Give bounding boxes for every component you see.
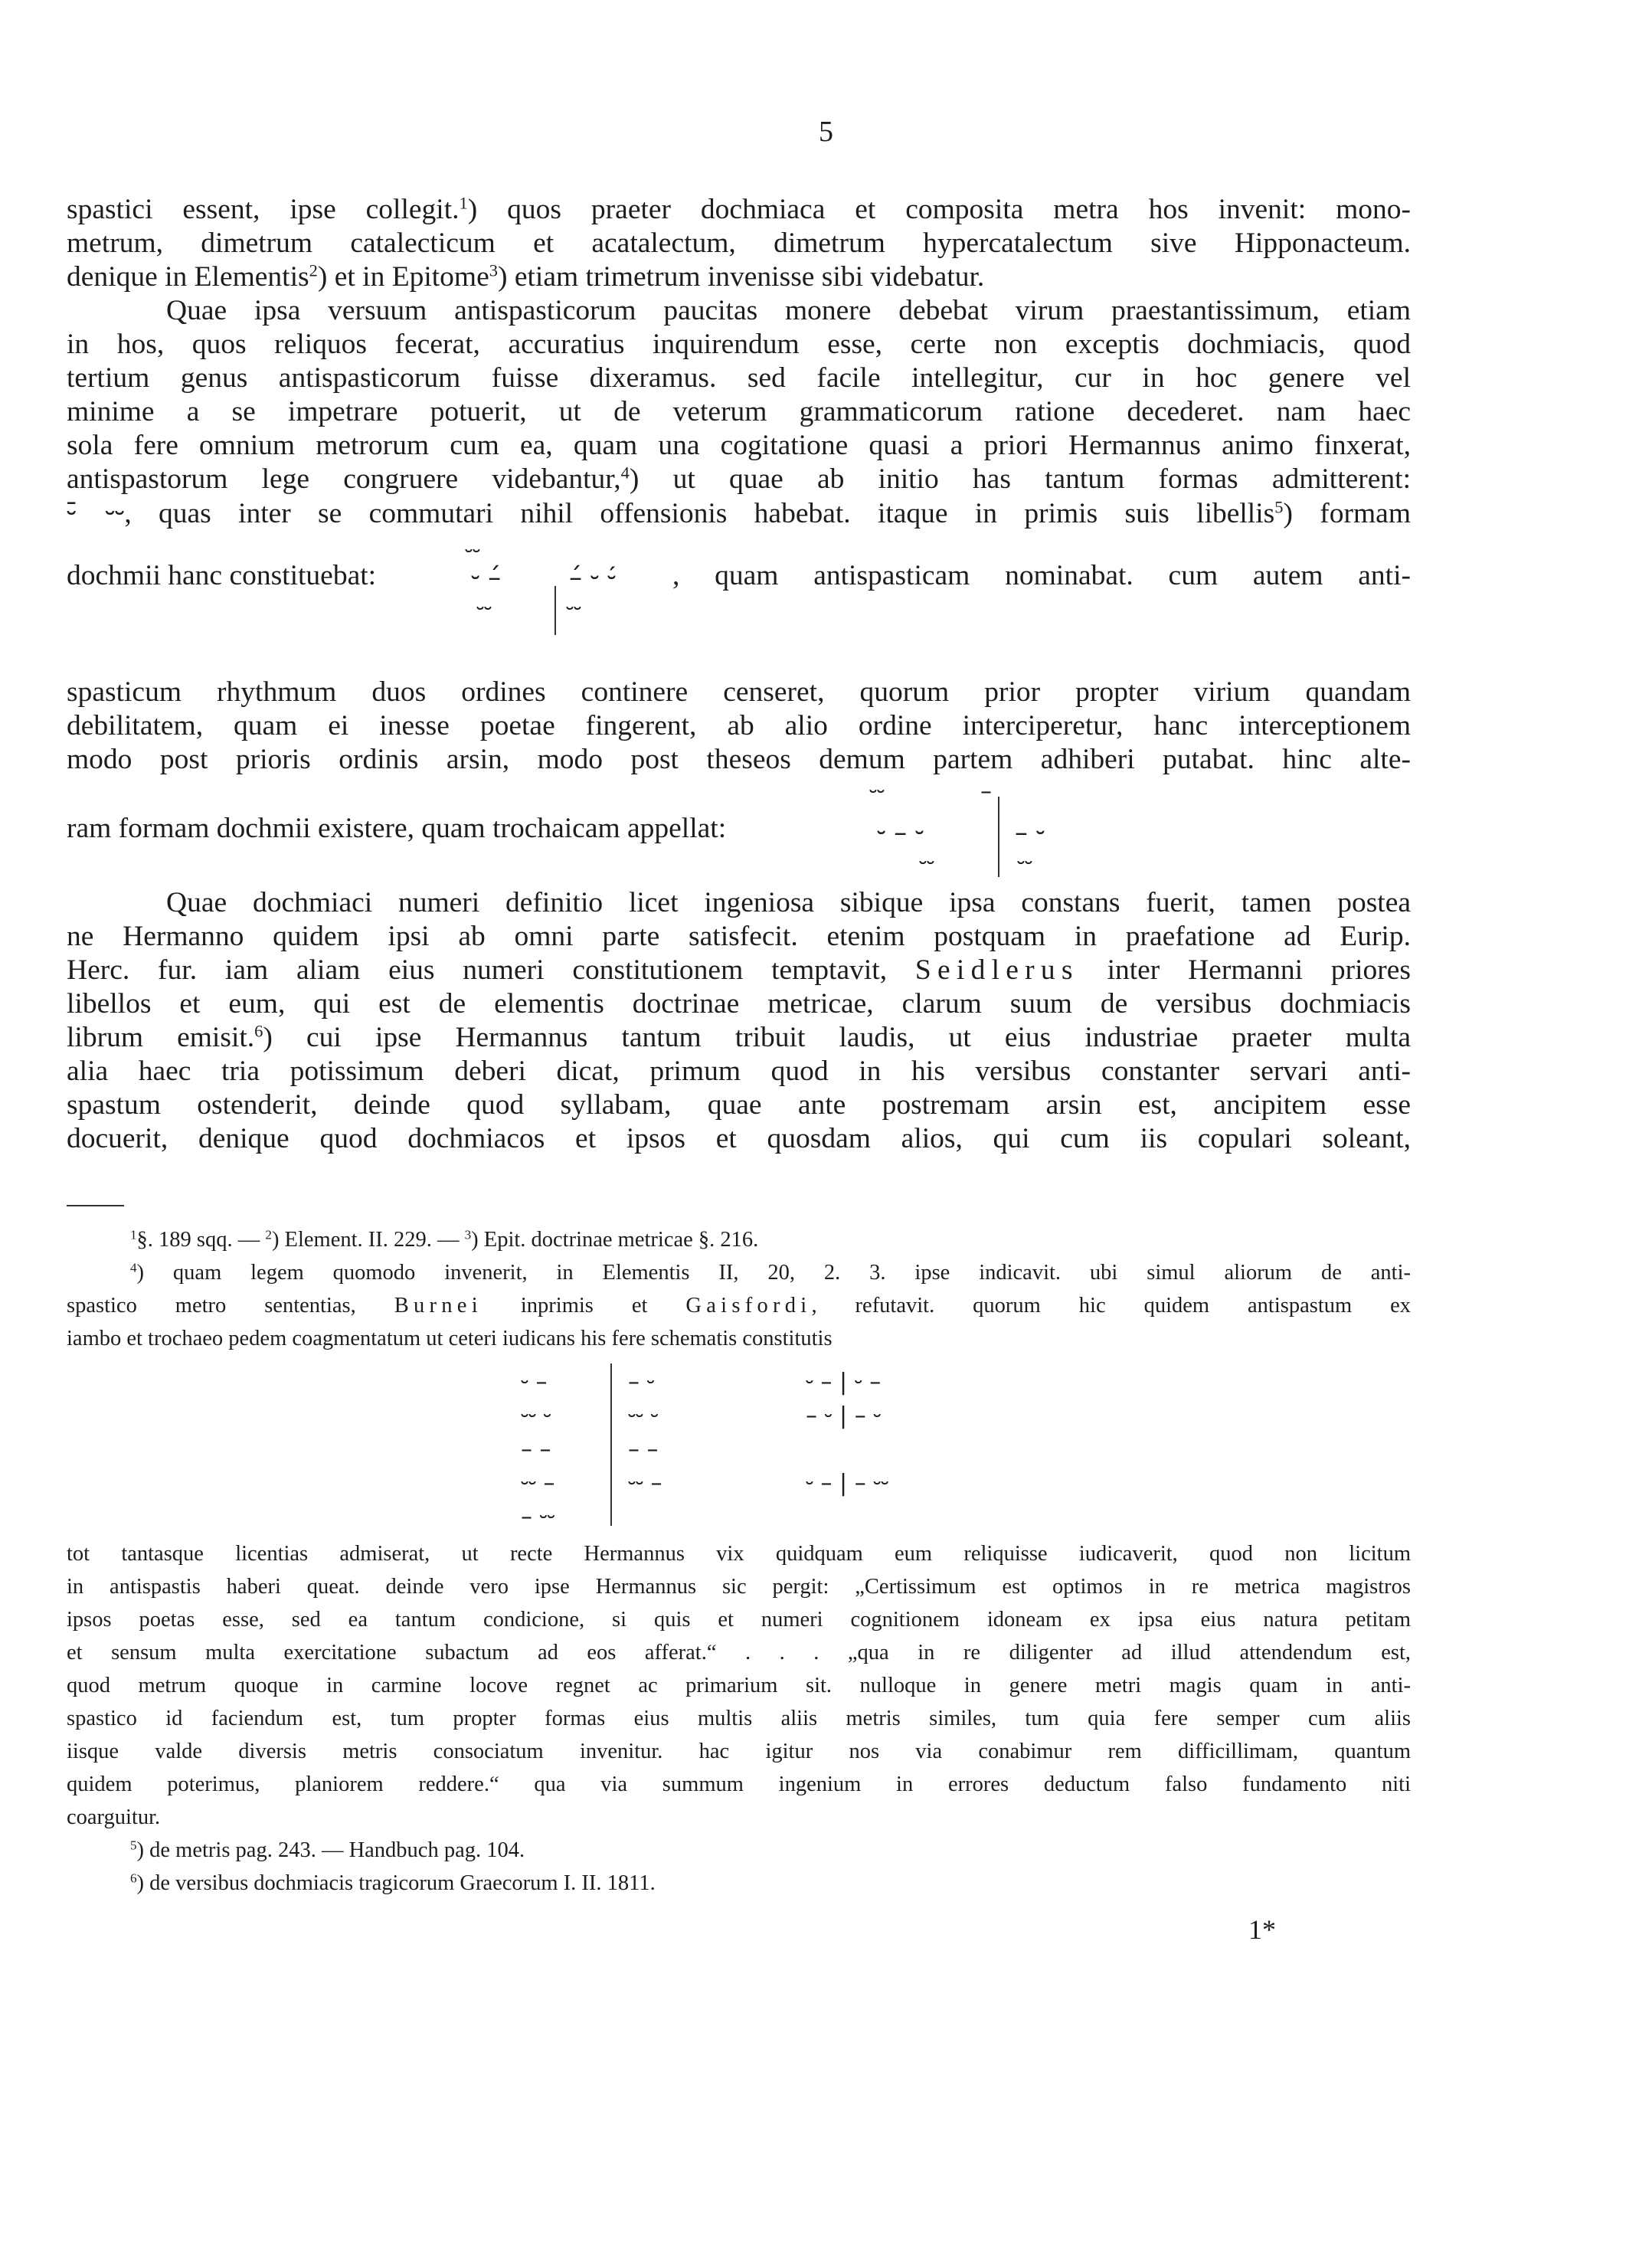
footnote-line: et sensum multa exercitatione subactum ad eos afferat.“ . . . „qua in re diligenter ad illud attendendum est, [67, 1641, 1411, 1664]
footnote-line: iisque valde diversis metris consociatum invenitur. hac igitur nos via conabimur rem difficillimam, quantum [67, 1740, 1411, 1763]
schema-cell: ⏑ – | ⏑ – [806, 1369, 882, 1396]
meter-upper: – [980, 778, 992, 805]
text-line: Herc. fur. iam aliam eius numeri constitutionem temptavit, Seidlerus inter Hermanni priores [67, 954, 1412, 986]
text-line: debilitatem, quam ei inesse poetae fingerent, ab alio ordine interciperetur, hanc interceptionem [67, 710, 1411, 741]
spaced-name: Burnei [394, 1294, 483, 1317]
meter-divider [554, 586, 556, 635]
footnote-line: spastico metro sententias, Burnei inprimis et Gaisfordi, refutavit. quorum hic quidem antispastum ex [67, 1294, 1412, 1317]
text-line: , quam antispasticam nominabat. cum autem anti- [672, 560, 1411, 591]
text-line: Quae dochmiaci numeri definitio licet ingeniosa sibique ipsa constans fuerit, tamen postea [166, 887, 1411, 918]
meter-upper: ⏑⏑ [465, 538, 480, 565]
meter-after: –́ ⏑ ⏑́ [569, 562, 617, 593]
text-line: sola fere omnium metrorum cum ea, quam una cogitatione quasi a priori Hermannus animo finxerat, [67, 430, 1411, 461]
text-line: ne Hermanno quidem ipsi ab omni parte satisfecit. etenim postquam in praefatione ad Eurip. [67, 921, 1411, 952]
schema-cell: ⏑⏑ ⏑ [628, 1403, 659, 1429]
meter-main: ⏑ – ⏑ [877, 817, 924, 848]
page-number: 5 [819, 116, 833, 148]
text-line: dochmii hanc constituebat: [67, 560, 377, 591]
signature-mark: 1* [1248, 1914, 1276, 1945]
footnote-line: $^6$) de versibus dochmiacis tragicorum Graecorum I. II. 1811. [130, 1871, 656, 1895]
text-line: Quae ipsa versuum antispasticorum paucitas monere debebat virum praestantissimum, etiam [166, 295, 1411, 326]
text-line: librum emisit.$^6$) cui ipse Hermannus tantum tribuit laudis, ut eius industriae praeter multa [67, 1021, 1411, 1053]
schema-cell: ⏑⏑ ⏑ [521, 1403, 551, 1429]
meter-lower: ⏑⏑ [566, 595, 581, 622]
meter-divider [998, 797, 999, 877]
footnote-line: iambo et trochaeo pedem coagmentatum ut ceteri iudicans his fere schematis constitutis [67, 1327, 833, 1350]
footnote-line: quidem poterimus, planiorem reddere.“ qua via summum ingenium in errores deductum falso fundamento niti [67, 1772, 1411, 1796]
meter-lower: ⏑⏑ [1017, 849, 1032, 876]
schema-divider [610, 1363, 612, 1526]
text-line: tertium genus antispasticorum fuisse dixeramus. sed facile intellegitur, cur in hoc genere vel [67, 362, 1411, 394]
text-line: spasticum rhythmum duos ordines continere censeret, quorum prior propter virium quandam [67, 676, 1411, 708]
meter-after: – ⏑ [1015, 817, 1045, 848]
text-line: in hos, quos reliquos fecerat, accuratius inquirendum esse, certe non exceptis dochmiacis, quod [67, 329, 1411, 360]
footnote-line: ipsos poetas esse, sed ea tantum condicione, si quis et numeri cognitionem idoneam ex ipsa eius natura petitam [67, 1608, 1411, 1632]
text-line: alia haec tria potissimum deberi dicat, primum quod in his versibus constanter servari anti- [67, 1056, 1411, 1087]
meter-symbol: ⏑̄ ⏑⏑ [67, 496, 125, 529]
footnote-line: spastico id faciendum est, tum propter formas eius multis aliis metris similes, tum quia fere semper cum aliis [67, 1707, 1411, 1730]
schema-cell: – ⏑ | – ⏑ [806, 1403, 882, 1429]
text-line: ⏑̄ ⏑⏑, quas inter se commutari nihil offensionis habebat. itaque in primis suis libellis$^5$) formam [67, 496, 1411, 529]
schema-cell: ⏑ – | – ⏑⏑ [806, 1470, 889, 1497]
schema-cell: ⏑⏑ – [521, 1470, 555, 1497]
schema-cell: ⏑⏑ – [628, 1470, 662, 1497]
schema-cell: – – [521, 1436, 551, 1463]
schema-cell: – – [628, 1436, 659, 1463]
text-line: metrum, dimetrum catalecticum et acatalectum, dimetrum hypercatalectum sive Hipponacteum. [67, 227, 1411, 259]
text-line: minime a se impetrare potuerit, ut de veterum grammaticorum ratione decederet. nam haec [67, 396, 1411, 427]
text-line: spastici essent, ipse collegit.$^1$) quos praeter dochmiaca et composita metra hos invenit: mono- [67, 193, 1411, 225]
footnote-line: quod metrum quoque in carmine locove regnet ac primarium sit. nulloque in genere metri magis quam in anti- [67, 1674, 1411, 1697]
meter-lower: ⏑⏑ [476, 595, 492, 622]
spaced-name: Seidlerus [914, 954, 1079, 986]
schema-cell: – ⏑ [628, 1369, 655, 1396]
meter-main: ⏑ –́ [471, 562, 502, 593]
schema-cell: ⏑ – [521, 1369, 548, 1396]
text-line: libellos et eum, qui est de elementis doctrinae metricae, clarum suum de versibus dochmiacis [67, 988, 1411, 1020]
footnote-line: $^5$) de metris pag. 243. — Handbuch pag. 104. [130, 1838, 525, 1862]
text-line: ram formam dochmii existere, quam trochaicam appellat: [67, 813, 727, 844]
schema-cell: – ⏑⏑ [521, 1504, 555, 1530]
meter-lower: ⏑⏑ [919, 849, 934, 876]
text-line: antispastorum lege congruere videbantur,$^4$) ut quae ab initio has tantum formas admitterent: [67, 463, 1412, 495]
footnote-line: tot tantasque licentias admiserat, ut recte Hermannus vix quidquam eum reliquisse iudicaverit, quod non licitum [67, 1542, 1411, 1566]
text-line: modo post prioris ordinis arsin, modo post theseos demum partem adhiberi putabat. hinc alte- [67, 744, 1411, 775]
footnote-line: $^4$) quam legem quomodo invenerit, in Elementis II, 20, 2. 3. ipse indicavit. ubi simul aliorum de anti- [130, 1260, 1411, 1285]
footnote-line: coarguitur. [67, 1805, 161, 1829]
text-line: denique in Elementis$^2$) et in Epitome$^3$) etiam trimetrum invenisse sibi videbatur. [67, 260, 985, 293]
text-line: spastum ostenderit, deinde quod syllabam, quae ante postremam arsin est, ancipitem esse [67, 1089, 1411, 1121]
footnote-rule [67, 1205, 124, 1206]
spaced-name: Gaisfordi [685, 1294, 812, 1317]
meter-upper: ⏑⏑ [869, 778, 885, 805]
footnote-line: in antispastis haberi queat. deinde vero ipse Hermannus sic pergit: „Certissimum est optimos in re metrica magistros [67, 1575, 1411, 1599]
footnote-line: $^1$§. 189 sqq. — $^2$) Element. II. 229. — $^3$) Epit. doctrinae metricae §. 216. [130, 1227, 759, 1252]
text-line: docuerit, denique quod dochmiacos et ipsos et quosdam alios, qui cum iis copulari soleant, [67, 1123, 1411, 1154]
